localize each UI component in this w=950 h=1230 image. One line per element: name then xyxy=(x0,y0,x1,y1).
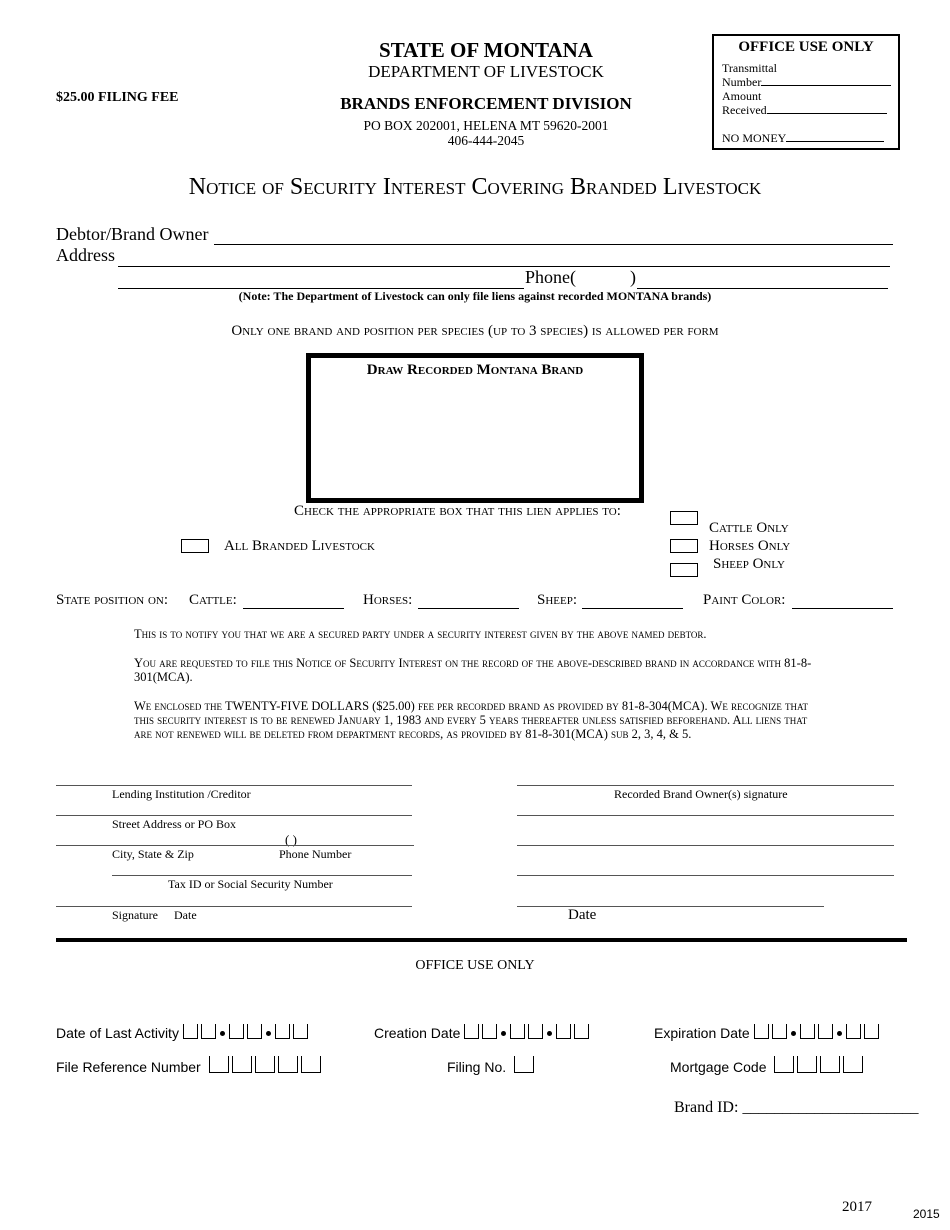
office-use-box xyxy=(712,34,900,150)
phone-field[interactable] xyxy=(637,270,888,289)
no-money-label: NO MONEY xyxy=(722,131,787,145)
phone-paren: ( ) xyxy=(285,832,297,847)
creation-date-label: Creation Date xyxy=(374,1025,461,1041)
form-title: Notice of Security Interest Covering Branded Livestock xyxy=(188,174,762,200)
section-divider xyxy=(56,938,907,942)
brand-id-label: Brand ID: xyxy=(674,1099,739,1116)
sheep-position-field[interactable] xyxy=(582,593,683,609)
brand-id-field[interactable]: ______________________ xyxy=(742,1099,919,1116)
creation-date-row xyxy=(374,1024,592,1041)
signature-line[interactable] xyxy=(56,906,412,907)
received-label: Received xyxy=(722,103,767,117)
received-field[interactable] xyxy=(714,103,898,117)
lending-label: Lending Institution /Creditor xyxy=(112,787,251,801)
sheep-position-label: Sheep: xyxy=(537,592,578,608)
address-field[interactable] xyxy=(118,248,890,267)
mortgage-code-row xyxy=(670,1056,866,1075)
notice-paragraph-2: You are requested to file this Notice of Security Interest on the record of the above-described brand in accordance with 81-8-301(MCA). xyxy=(134,656,812,684)
file-ref-label: File Reference Number xyxy=(56,1059,201,1075)
expiration-date-label: Expiration Date xyxy=(654,1025,750,1041)
last-activity-boxes[interactable] xyxy=(183,1025,311,1041)
cattle-only-checkbox[interactable] xyxy=(670,511,698,525)
filing-no-row xyxy=(447,1056,537,1075)
owner-date-label: Date xyxy=(568,907,597,923)
sheep-only-checkbox[interactable] xyxy=(670,563,698,577)
filing-no-label: Filing No. xyxy=(447,1059,507,1075)
tax-id-line[interactable] xyxy=(112,875,412,876)
sheep-only-label: Sheep Only xyxy=(713,556,785,572)
cattle-position-field[interactable] xyxy=(243,593,344,609)
office-use-title: OFFICE USE ONLY xyxy=(738,39,874,55)
no-money-field[interactable] xyxy=(714,131,898,145)
brand-drawing-box[interactable] xyxy=(306,353,644,503)
owner-date-line[interactable] xyxy=(517,906,824,907)
notice-paragraph-3: We enclosed the TWENTY-FIVE DOLLARS ($25.00) fee per recorded brand as provided by 81-8-304(MCA). We recognize that this security interest is to be renewed January 1, 1983 and every 5 years thereafter unless satisfied beforehand. All liens that are not renewed will be deleted from department records, as provided by 81-8-301(MCA) sub 2, 3, 4, & 5. xyxy=(134,699,809,741)
office-phone: 406-444-2045 xyxy=(447,133,525,148)
horses-position-label: Horses: xyxy=(363,592,413,608)
footer-revision: 2015 xyxy=(913,1207,940,1221)
horses-only-checkbox[interactable] xyxy=(670,539,698,553)
owner-signature-line-2[interactable] xyxy=(517,815,894,816)
debtor-label: Debtor/Brand Owner xyxy=(56,224,209,244)
address-label: Address xyxy=(56,245,115,265)
division-title: BRANDS ENFORCEMENT DIVISION xyxy=(340,94,632,113)
phone-label: Phone( xyxy=(525,267,576,287)
mortgage-code-boxes[interactable] xyxy=(774,1059,866,1075)
brand-id-row xyxy=(674,1099,918,1117)
mortgage-code-label: Mortgage Code xyxy=(670,1059,767,1075)
paint-color-field[interactable] xyxy=(792,593,893,609)
phone-close: ) xyxy=(630,267,636,287)
creation-date-boxes[interactable] xyxy=(464,1025,592,1041)
last-activity-label: Date of Last Activity xyxy=(56,1025,179,1041)
file-ref-boxes[interactable] xyxy=(209,1059,324,1075)
signature-label: Signature xyxy=(112,908,158,922)
owner-signature-line-4[interactable] xyxy=(517,875,894,876)
number-field[interactable] xyxy=(714,75,898,89)
footer-year: 2017 xyxy=(842,1199,872,1215)
street-label: Street Address or PO Box xyxy=(112,817,236,831)
signature-date-label: Date xyxy=(174,908,197,922)
debtor-field[interactable] xyxy=(214,226,893,245)
city-label: City, State & Zip xyxy=(112,847,194,861)
all-livestock-checkbox[interactable] xyxy=(181,539,209,553)
expiration-date-row xyxy=(654,1024,882,1041)
paint-color-label: Paint Color: xyxy=(703,592,786,608)
owner-signature-label: Recorded Brand Owner(s) signature xyxy=(614,787,788,801)
owner-signature-line[interactable] xyxy=(517,785,894,786)
cattle-position-label: Cattle: xyxy=(189,592,237,608)
filing-no-box[interactable] xyxy=(514,1059,537,1075)
filing-fee: $25.00 FILING FEE xyxy=(56,90,179,105)
file-ref-row xyxy=(56,1056,324,1075)
transmittal-label: Transmittal xyxy=(722,61,777,75)
horses-only-label: Horses Only xyxy=(709,538,791,554)
notice-paragraph-1: This is to notify you that we are a secured party under a security interest given by the above named debtor. xyxy=(134,627,707,641)
mailing-address: PO BOX 202001, HELENA MT 59620-2001 xyxy=(363,118,609,133)
address-line-2[interactable] xyxy=(118,270,524,289)
position-label: State position on: xyxy=(56,592,169,608)
tax-id-label: Tax ID or Social Security Number xyxy=(168,877,333,891)
number-label: Number xyxy=(722,75,762,89)
liens-note: (Note: The Department of Livestock can only file liens against recorded MONTANA brands) xyxy=(238,289,712,303)
last-activity-row xyxy=(56,1024,311,1041)
office-use-bottom-title: OFFICE USE ONLY xyxy=(415,958,535,973)
expiration-date-boxes[interactable] xyxy=(754,1025,882,1041)
horses-position-field[interactable] xyxy=(418,593,519,609)
lending-line[interactable] xyxy=(56,785,412,786)
check-instruction: Check the appropriate box that this lien applies to: xyxy=(294,503,621,519)
all-livestock-label: All Branded Livestock xyxy=(224,538,375,554)
department-title: DEPARTMENT OF LIVESTOCK xyxy=(368,62,604,81)
amount-label: Amount xyxy=(722,89,762,103)
owner-signature-line-3[interactable] xyxy=(517,845,894,846)
one-brand-note: Only one brand and position per species (up to 3 species) is allowed per form xyxy=(231,323,719,339)
state-title: STATE OF MONTANA xyxy=(379,38,593,62)
street-line[interactable] xyxy=(56,815,412,816)
cattle-only-label: Cattle Only xyxy=(709,520,789,536)
draw-brand-label: Draw Recorded Montana Brand xyxy=(366,362,584,378)
city-line[interactable] xyxy=(56,845,414,846)
phone-number-label: Phone Number xyxy=(279,847,352,861)
